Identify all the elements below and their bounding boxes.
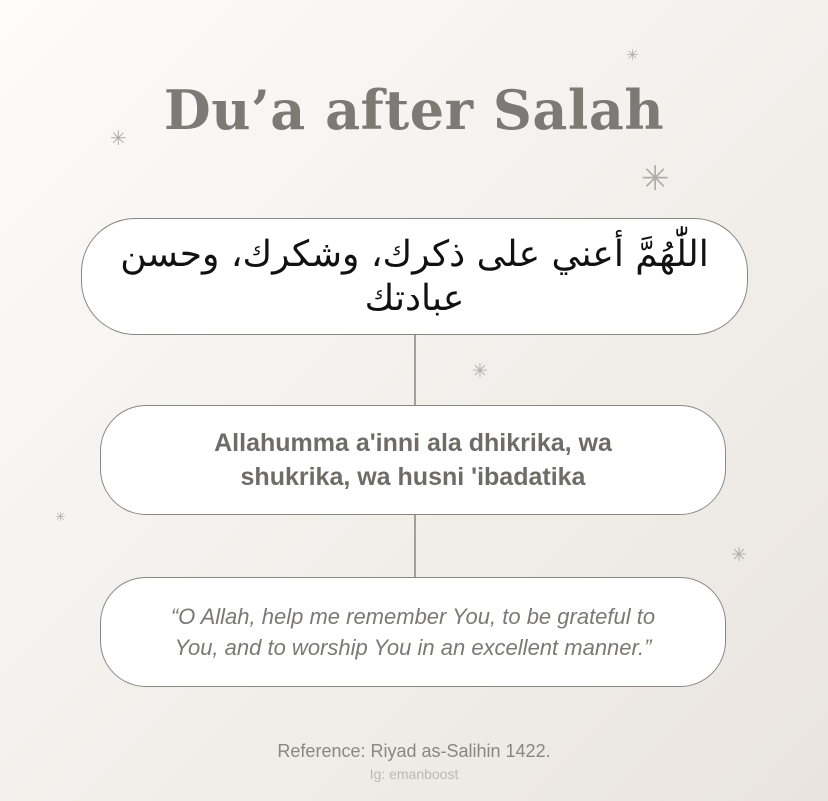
arabic-dua-card: [81, 218, 748, 335]
translation-card: [100, 577, 726, 687]
sparkle-icon: ✳: [731, 544, 747, 566]
transliteration-line: shukrika, wa husni 'ibadatika: [240, 463, 586, 491]
transliteration-text: [214, 426, 612, 494]
connector-line: [414, 515, 416, 577]
translation-text: [171, 601, 655, 663]
page-title: Du’a after Salah: [163, 78, 665, 142]
sparkle-icon: ✳: [472, 360, 488, 382]
arabic-dua-text: اللّٰهُمَّ أعني على ذكرك، وشكرك، وحسن عبادتك: [120, 234, 709, 319]
connector-line: [414, 335, 416, 405]
translation-line: You, and to worship You in an excellent manner.”: [174, 635, 652, 660]
sparkle-icon: ✳: [110, 126, 127, 150]
social-handle: Ig: emanboost: [369, 766, 459, 782]
sparkle-icon: ✳: [55, 510, 66, 525]
translation-line: “O Allah, help me remember You, to be grateful to: [170, 604, 656, 629]
transliteration-card: [100, 405, 726, 515]
sparkle-icon: ✳: [626, 46, 639, 64]
sparkle-icon: ✳: [641, 159, 670, 199]
reference-text: Reference: Riyad as-Salihin 1422.: [277, 741, 551, 761]
transliteration-line: Allahumma a'inni ala dhikrika, wa: [214, 429, 612, 457]
